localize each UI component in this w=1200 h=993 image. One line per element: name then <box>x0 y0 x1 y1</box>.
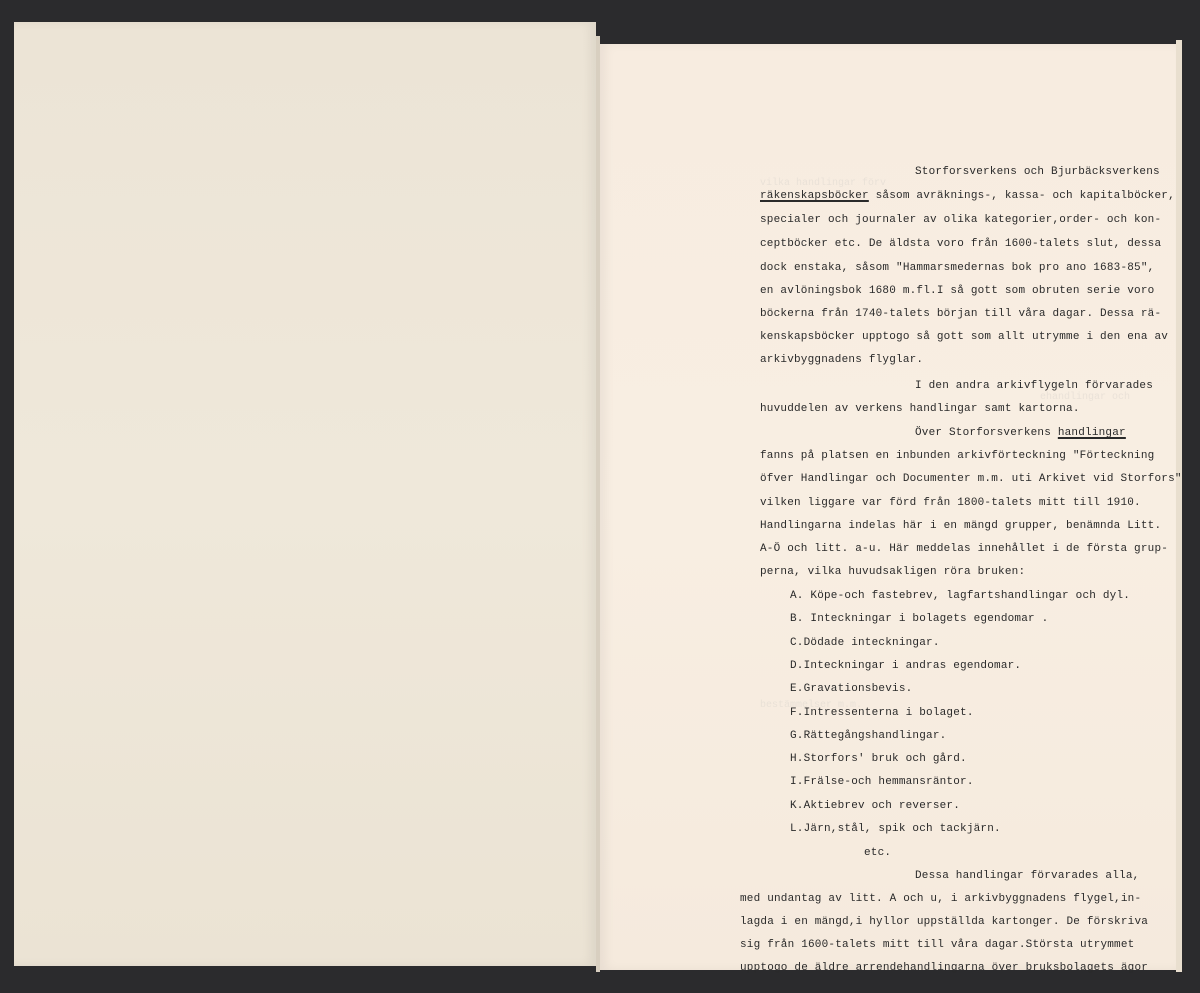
text-line: kenskapsböcker upptogo så gott som allt utrymme i den ena av <box>760 331 1169 343</box>
list-item: H.Storfors' bruk och gård. <box>790 753 967 765</box>
list-item: B. Inteckningar i bolagets egendomar . <box>790 613 1049 625</box>
text-line: huvuddelen av verkens handlingar samt kartorna. <box>760 403 1080 415</box>
text-line: sig från 1600-talets mitt till våra dagar.Största utrymmet <box>740 939 1135 951</box>
text-line: lagda i en mängd,i hyllor uppställda kartonger. De förskriva <box>740 916 1149 928</box>
list-item: F.Intressenterna i bolaget. <box>790 707 974 719</box>
underlined-term: räkenskapsböcker <box>760 190 869 202</box>
bleed-through: ehandlingar och <box>1040 392 1131 403</box>
text-line: böckerna från 1740-talets början till våra dagar. Dessa rä- <box>760 308 1162 320</box>
page-edge <box>1176 40 1182 972</box>
text-line: specialer och journaler av olika kategorier,order- och kon- <box>760 214 1162 226</box>
list-item: D.Inteckningar i andras egendomar. <box>790 660 1022 672</box>
text-line: räkenskapsböcker såsom avräknings-, kassa- och kapitalböcker, <box>760 190 1175 202</box>
bleed-through: vilka handlingar förv <box>760 178 887 189</box>
text-line: Över Storforsverkens handlingar <box>915 427 1126 439</box>
list-item: E.Gravationsbevis. <box>790 683 913 695</box>
list-item: A. Köpe-och fastebrev, lagfartshandlingar och dyl. <box>790 590 1131 602</box>
text-line: Handlingarna indelas här i en mängd grupper, benämnda Litt. <box>760 520 1162 532</box>
text-line: Storforsverkens och Bjurbäcksverkens <box>915 166 1160 178</box>
text-line: en avlöningsbok 1680 m.fl.I så gott som obruten serie voro <box>760 285 1155 297</box>
text-line: upptogo de äldre arrendehandlingarna över bruksbolagets ägor <box>740 962 1149 974</box>
text-line: vilken liggare var förd från 1800-talets mitt till 1910. <box>760 497 1141 509</box>
text-line: dock enstaka, såsom "Hammarsmedernas bok pro ano 1683-85", <box>760 262 1155 274</box>
text-line: I den andra arkivflygeln förvarades <box>915 380 1154 392</box>
list-item: K.Aktiebrev och reverser. <box>790 800 961 812</box>
text-line: öfver Handlingar och Documenter m.m. uti Arkivet vid Storfors" <box>760 473 1182 485</box>
left-blank-page <box>14 22 596 966</box>
bleed-through: bestämmelser m.m. <box>760 700 863 711</box>
underlined-term: handlingar <box>1057 427 1126 439</box>
text-line: arkivbyggnadens flyglar. <box>760 354 924 366</box>
text-line: perna, vilka huvudsakligen röra bruken: <box>760 566 1026 578</box>
text-line: A-Ö och litt. a-u. Här meddelas innehållet i de första grup- <box>760 543 1169 555</box>
text-line: med undantag av litt. A och u, i arkivbyggnadens flygel,in- <box>740 893 1142 905</box>
text-line: fanns på platsen en inbunden arkivförteckning "Förteckning <box>760 450 1155 462</box>
list-etc: etc. <box>864 847 892 859</box>
text-line: ceptböcker etc. De äldsta voro från 1600-talets slut, dessa <box>760 238 1162 250</box>
list-item: L.Järn,stål, spik och tackjärn. <box>790 823 1001 835</box>
text-line: Dessa handlingar förvarades alla, <box>915 870 1140 882</box>
list-item: G.Rättegångshandlingar. <box>790 730 947 742</box>
list-item: I.Frälse-och hemmansräntor. <box>790 776 974 788</box>
list-item: C.Dödade inteckningar. <box>790 637 940 649</box>
